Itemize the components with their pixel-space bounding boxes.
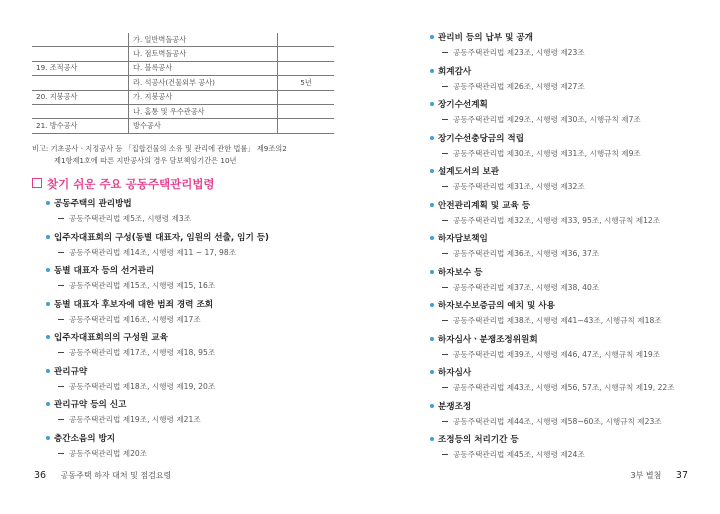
page-number-right: 37	[675, 470, 688, 481]
item-detail: 공동주택관리법 제18조, 시행령 제19, 20조	[46, 380, 269, 394]
bullet-dot-icon	[46, 201, 50, 205]
item-title: 입주자대표회의의 구성원 교육	[46, 330, 269, 346]
item-title: 하자심사	[430, 365, 675, 381]
dash-icon	[442, 253, 448, 254]
item-detail: 공동주택관리법 제14조, 시행령 제11 ~ 17, 98조	[46, 246, 269, 260]
table-cell-c3	[278, 47, 335, 61]
table-row	[32, 90, 334, 104]
list-item	[430, 64, 675, 98]
item-title: 공동주택의 관리방법	[46, 196, 269, 212]
footer-left	[34, 470, 171, 481]
dash-icon	[58, 218, 64, 219]
list-item	[46, 230, 269, 264]
bullet-dot-icon	[430, 69, 434, 73]
item-title: 관리규약 등의 신고	[46, 397, 269, 413]
list-item	[46, 330, 269, 364]
dash-icon	[442, 387, 448, 388]
table-cell-c3	[278, 104, 335, 118]
table-cell-c3: 5년	[278, 76, 335, 90]
dash-icon	[442, 186, 448, 187]
table-cell-c3	[278, 119, 335, 133]
bullet-dot-icon	[430, 270, 434, 274]
dash-icon	[442, 119, 448, 120]
item-detail: 공동주택관리법 제23조, 시행령 제23조	[430, 46, 675, 60]
table-cell-c2: 다. 블록공사	[129, 61, 278, 75]
item-detail: 공동주택관리법 제32조, 시행령 제33, 95조, 시행규칙 제12조	[430, 214, 675, 228]
item-title: 조정등의 처리기간 등	[430, 432, 675, 448]
table-cell-c3	[278, 90, 335, 104]
item-title: 회계감사	[430, 64, 675, 80]
list-item	[430, 332, 675, 366]
list-item	[46, 297, 269, 331]
list-item	[430, 198, 675, 232]
table-row	[32, 76, 334, 90]
table-cell-c2: 라. 석공사(건물외부 공사)	[129, 76, 278, 90]
square-bullet-icon	[32, 178, 42, 188]
item-detail: 공동주택관리법 제38조, 시행령 제41~43조, 시행규칙 제18조	[430, 314, 675, 328]
table-row	[32, 33, 334, 47]
bullet-dot-icon	[46, 335, 50, 339]
list-item	[430, 164, 675, 198]
item-title: 층간소음의 방지	[46, 431, 269, 447]
list-item	[46, 364, 269, 398]
table-row	[32, 61, 334, 75]
item-detail: 공동주택관리법 제17조, 시행령 제18, 95조	[46, 346, 269, 360]
item-title: 동별 대표자 등의 선거관리	[46, 263, 269, 279]
item-detail: 공동주택관리법 제19조, 시행령 제21조	[46, 413, 269, 427]
dash-icon	[442, 220, 448, 221]
item-detail: 공동주택관리법 제30조, 시행령 제31조, 시행규칙 제9조	[430, 147, 675, 161]
table-cell-c2: 방수공사	[129, 119, 278, 133]
bullet-dot-icon	[430, 203, 434, 207]
bullet-dot-icon	[46, 402, 50, 406]
bullet-dot-icon	[46, 302, 50, 306]
item-detail: 공동주택관리법 제39조, 시행령 제46, 47조, 시행규칙 제19조	[430, 348, 675, 362]
list-item	[430, 30, 675, 64]
item-detail: 공동주택관리법 제31조, 시행령 제32조	[430, 180, 675, 194]
item-detail: 공동주택관리법 제36조, 시행령 제36, 37조	[430, 247, 675, 261]
section-title: 찾기 쉬운 주요 공동주택관리법령	[32, 176, 215, 192]
bullet-dot-icon	[46, 369, 50, 373]
item-title: 하자심사ㆍ분쟁조정위원회	[430, 332, 675, 348]
item-detail: 공동주택관리법 제5조, 시행령 제3조	[46, 212, 269, 226]
table-cell-c1	[32, 104, 129, 118]
item-detail: 공동주택관리법 제15조, 시행령 제15, 16조	[46, 279, 269, 293]
table-cell-c2: 가. 일반벽돌공사	[129, 33, 278, 47]
item-title: 하자보수보증금의 예치 및 사용	[430, 298, 675, 314]
bullet-dot-icon	[430, 169, 434, 173]
dash-icon	[442, 421, 448, 422]
dash-icon	[442, 454, 448, 455]
bullet-dot-icon	[430, 404, 434, 408]
note-line-1: 비고: 기초공사ㆍ지정공사 등 「집합건물의 소유 및 관리에 관한 법률」 제9조의2	[32, 144, 287, 153]
item-detail: 공동주택관리법 제16조, 시행령 제17조	[46, 313, 269, 327]
bullet-dot-icon	[430, 303, 434, 307]
item-title: 설계도서의 보관	[430, 164, 675, 180]
dash-icon	[442, 86, 448, 87]
table-row	[32, 47, 334, 61]
bullet-dot-icon	[430, 35, 434, 39]
footer-left-title: 공동주택 하자 대처 및 점검요령	[60, 471, 172, 480]
bullet-dot-icon	[430, 337, 434, 341]
dash-icon	[58, 252, 64, 253]
item-detail: 공동주택관리법 제37조, 시행령 제38, 40조	[430, 281, 675, 295]
table-cell-c1	[32, 33, 129, 47]
dash-icon	[58, 386, 64, 387]
item-detail: 공동주택관리법 제20조	[46, 447, 269, 461]
table-cell-c2: 나. 점토벽돌공사	[129, 47, 278, 61]
list-item	[46, 263, 269, 297]
bullet-dot-icon	[430, 437, 434, 441]
table-row	[32, 119, 334, 133]
item-title: 하자담보책임	[430, 231, 675, 247]
table-cell-c2: 나. 홈통 및 우수관공사	[129, 104, 278, 118]
bullet-dot-icon	[430, 102, 434, 106]
list-item	[46, 196, 269, 230]
table-cell-c1: 20. 지붕공사	[32, 90, 129, 104]
table-note	[32, 143, 332, 167]
table-cell-c1: 21. 방수공사	[32, 119, 129, 133]
item-detail: 공동주택관리법 제44조, 시행령 제58~60조, 시행규칙 제23조	[430, 415, 675, 429]
dash-icon	[442, 153, 448, 154]
dash-icon	[58, 285, 64, 286]
dash-icon	[58, 352, 64, 353]
warranty-table	[32, 33, 334, 134]
list-item	[430, 399, 675, 433]
list-item	[430, 97, 675, 131]
table-cell-c1	[32, 76, 129, 90]
right-law-list	[430, 30, 675, 466]
item-detail: 공동주택관리법 제26조, 시행령 제27조	[430, 80, 675, 94]
table-cell-c1	[32, 47, 129, 61]
list-item	[430, 298, 675, 332]
list-item	[430, 265, 675, 299]
table-row	[32, 104, 334, 118]
dash-icon	[58, 419, 64, 420]
table-cell-c3	[278, 61, 335, 75]
list-item	[430, 432, 675, 466]
item-title: 동별 대표자 후보자에 대한 범죄 경력 조회	[46, 297, 269, 313]
item-title: 하자보수 등	[430, 265, 675, 281]
dash-icon	[58, 319, 64, 320]
footer-right-title: 3부 별첨	[630, 471, 662, 480]
item-title: 입주자대표회의 구성(동별 대표자, 임원의 선출, 임기 등)	[46, 230, 269, 246]
item-detail: 공동주택관리법 제43조, 시행령 제56, 57조, 시행규칙 제19, 22조	[430, 381, 675, 395]
list-item	[430, 131, 675, 165]
bullet-dot-icon	[46, 436, 50, 440]
bullet-dot-icon	[430, 370, 434, 374]
table-cell-c1: 19. 조적공사	[32, 61, 129, 75]
item-title: 분쟁조정	[430, 399, 675, 415]
dash-icon	[442, 287, 448, 288]
note-line-2: 제1항제1호에 따른 지반공사의 경우 담보책임기간은 10년	[54, 156, 237, 165]
item-title: 장기수선계획	[430, 97, 675, 113]
item-detail: 공동주택관리법 제29조, 시행령 제30조, 시행규칙 제7조	[430, 113, 675, 127]
list-item	[46, 431, 269, 465]
footer-right	[631, 470, 688, 481]
table-cell-c3	[278, 33, 335, 47]
list-item	[430, 231, 675, 265]
item-title: 관리규약	[46, 364, 269, 380]
table-cell-c2: 가. 지붕공사	[129, 90, 278, 104]
item-title: 장기수선충당금의 적립	[430, 131, 675, 147]
dash-icon	[442, 354, 448, 355]
item-title: 관리비 등의 납부 및 공개	[430, 30, 675, 46]
item-title: 안전관리계획 및 교육 등	[430, 198, 675, 214]
bullet-dot-icon	[430, 136, 434, 140]
dash-icon	[442, 52, 448, 53]
dash-icon	[442, 320, 448, 321]
dash-icon	[58, 453, 64, 454]
item-detail: 공동주택관리법 제45조, 시행령 제24조	[430, 448, 675, 462]
bullet-dot-icon	[46, 235, 50, 239]
list-item	[430, 365, 675, 399]
list-item	[46, 397, 269, 431]
bullet-dot-icon	[430, 236, 434, 240]
bullet-dot-icon	[46, 268, 50, 272]
left-law-list	[46, 196, 269, 464]
page-number-left: 36	[34, 470, 47, 481]
